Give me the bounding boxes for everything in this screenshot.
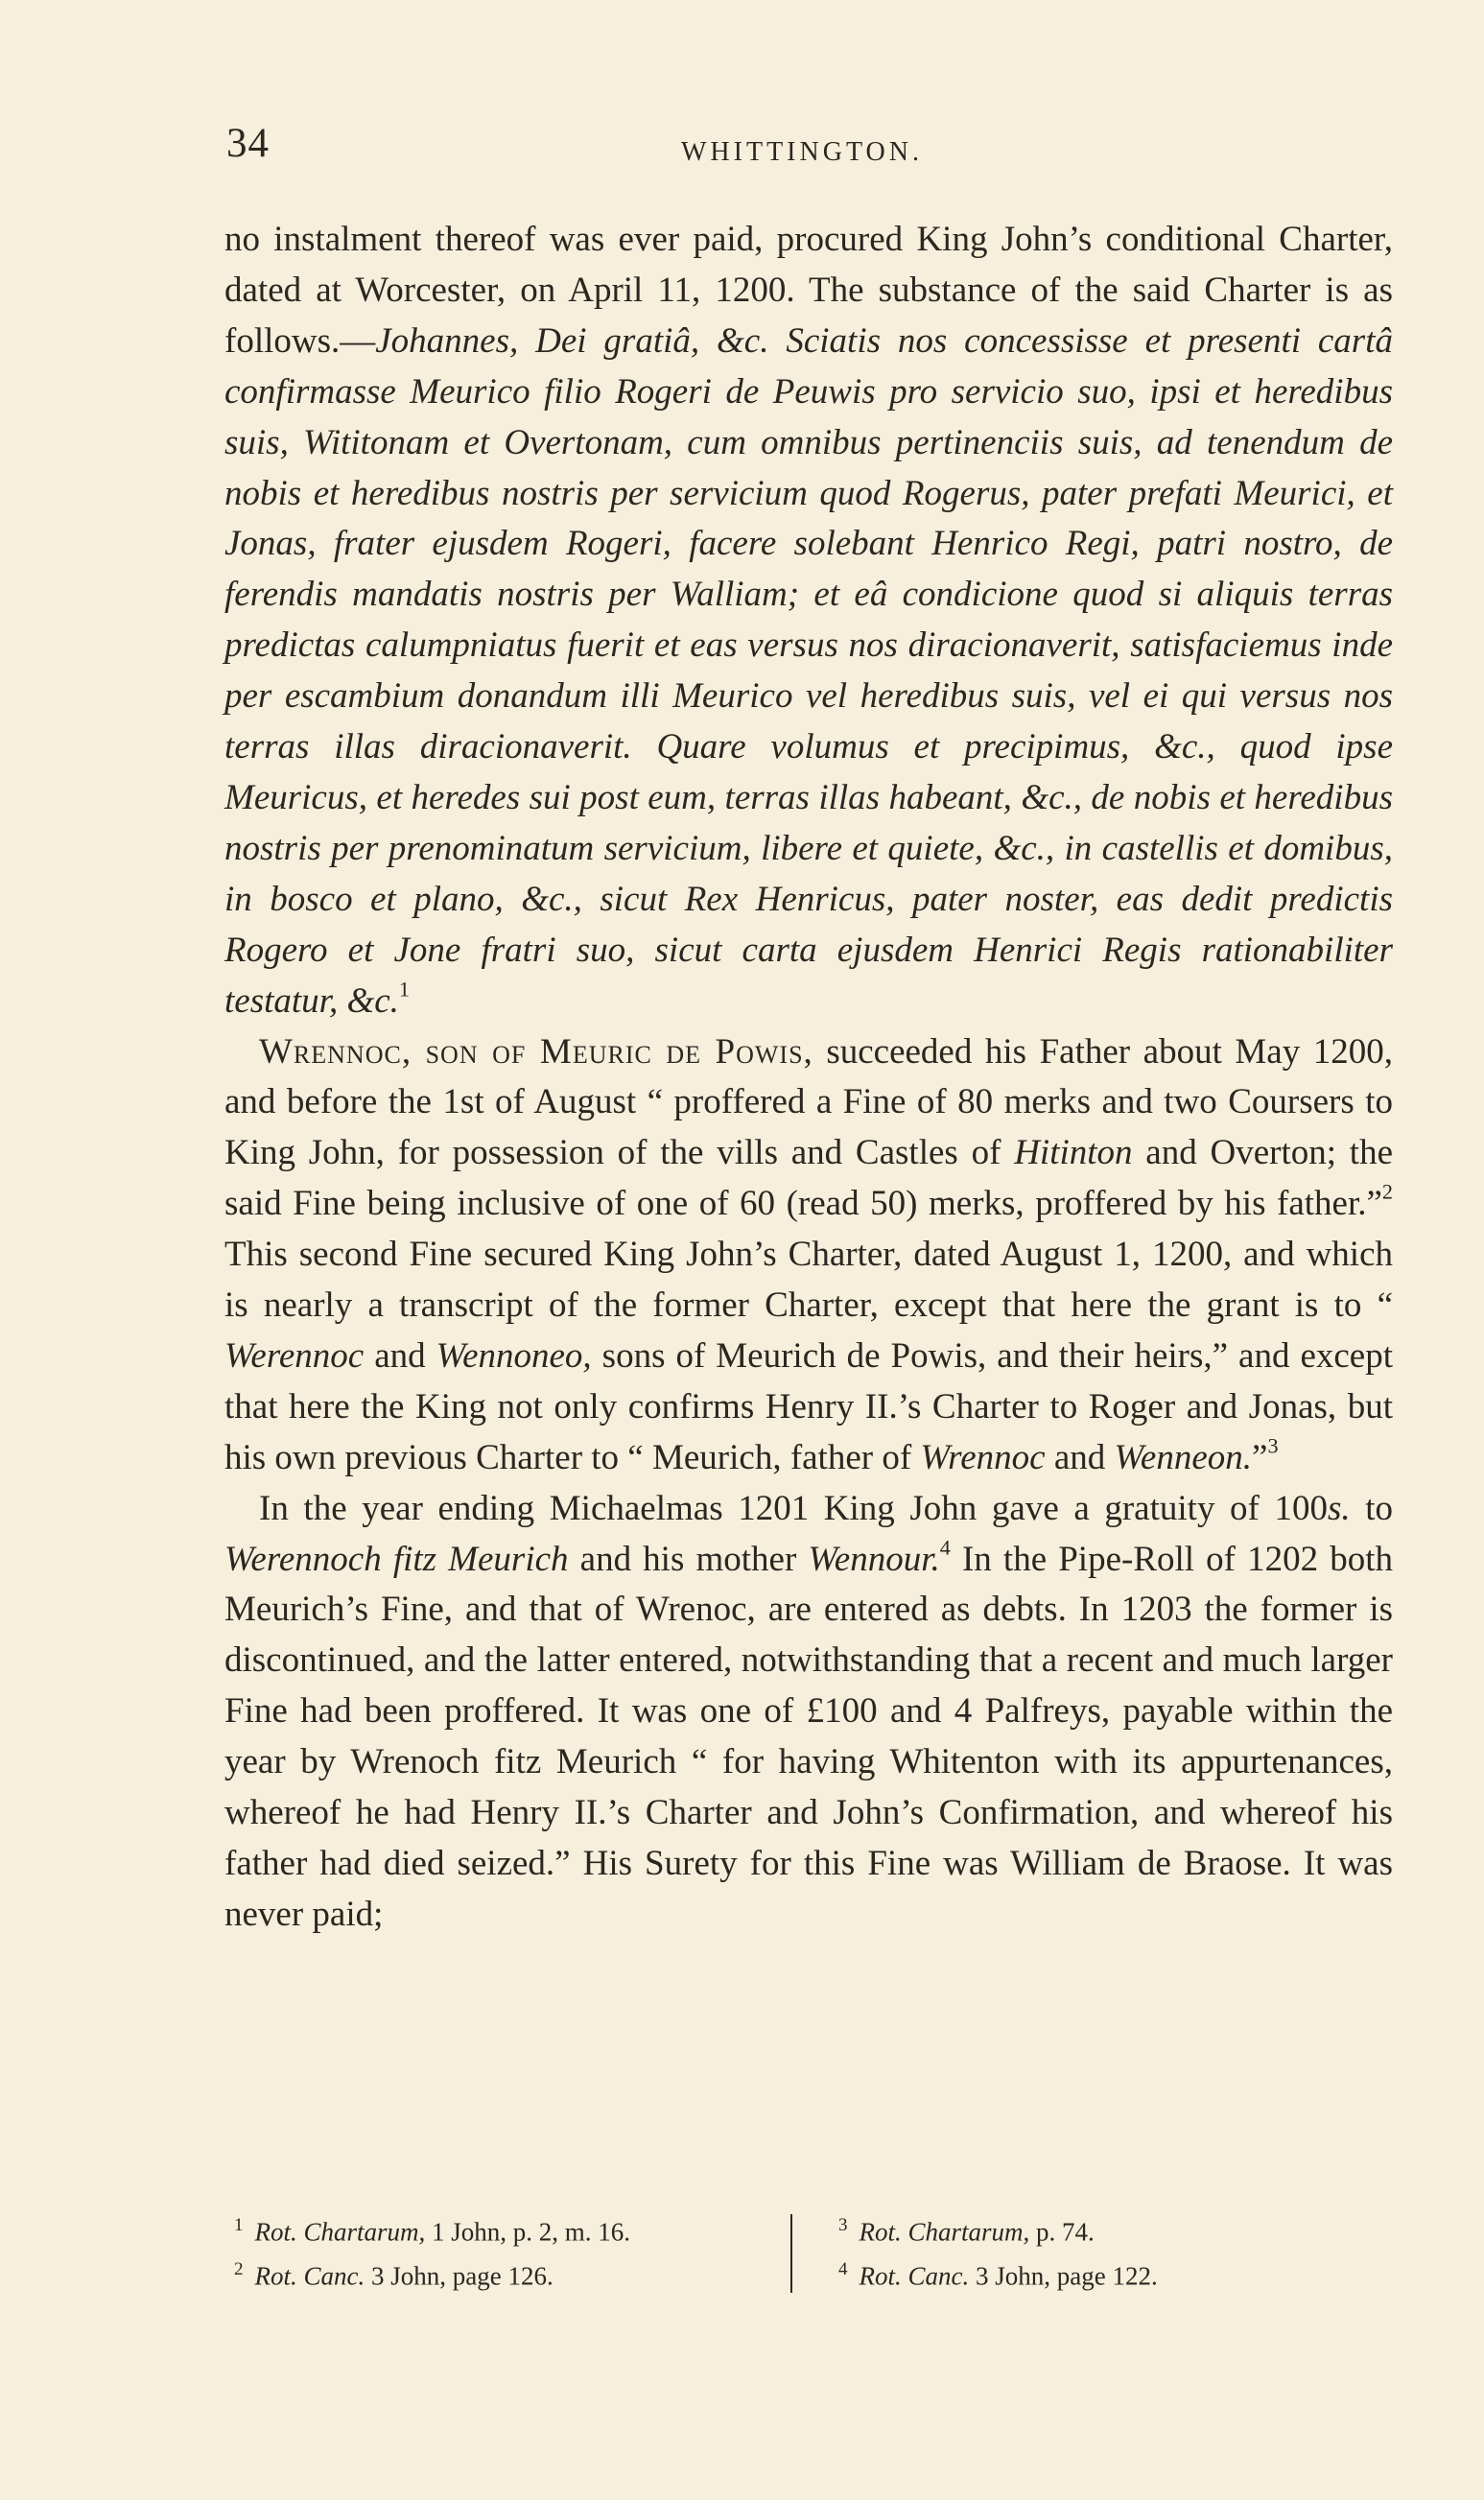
footnote-divider xyxy=(790,2214,792,2293)
currency-abbrev: s. xyxy=(1327,1488,1351,1528)
latin-charter-text: Johannes, Dei gratiâ, &c. Sciatis nos concessisse et presenti cartâ confirmasse Meurico filio Rogeri de Peuwis pro servicio suo, ipsi et heredibus suis, Wititonam et Overtonam, cum omnibus pertinenciis suis, ad tenendum de nobis et heredibus nostris per servicium quod Rogerus, pater prefati Meurici, et Jonas, frater ejusdem Rogeri, facere solebant Henrico Regi, patri nostro, de ferendis mandatis nostris per Walliam; et eâ condicione quod si aliquis terras predictas calumpniatus fuerit et eas versus nos diracionaverit, satisfaciemus inde per escambium donandum illi Meurico vel heredibus suis, vel ei qui versus nos terras illas diracionaverit. Quare volumus et precipimus, &c., quod ipse Meuricus, et heredes sui post eum, terras illas habeant, &c., de nobis et heredibus nostris per prenominatum servicium, libere et quiete, &c., in castellis et domibus, in bosco et plano, &c., sicut Rex Henricus, pater noster, eas dedit predictis Rogero et Jone fratri suo, sicut carta ejusdem Henrici Regis rationabiliter testatur, &c. xyxy=(224,320,1393,1021)
footnote-detail: p. 74. xyxy=(1029,2217,1095,2247)
person-name: Werennoch fitz Meurich xyxy=(224,1539,569,1579)
footnote xyxy=(234,2251,776,2295)
footnote xyxy=(234,2206,776,2251)
person-name: Wennoneo, xyxy=(436,1335,592,1376)
footnote-ref: 4 xyxy=(939,1534,951,1559)
footnote-ref: 2 xyxy=(1381,1179,1393,1204)
person-name: Wenneon. xyxy=(1114,1437,1253,1477)
text-run: ” xyxy=(1252,1437,1268,1477)
text-run: and xyxy=(364,1335,436,1376)
footnote-column-left xyxy=(234,2206,776,2296)
section-name: Wrennoc, son of Meuric de Powis, xyxy=(259,1031,813,1072)
paragraph-wrennoc xyxy=(224,1027,1393,1484)
person-name: Wennour. xyxy=(808,1539,940,1579)
text-run: no instalment thereof was ever paid, procured King John’s conditional Charter, dated at Worcester, on April 11, 1200. The substance of the said Charter is as follows.— xyxy=(224,220,1393,361)
text-run: and xyxy=(1045,1437,1115,1477)
person-name: Werennoc xyxy=(224,1335,365,1376)
text-run: and his mother xyxy=(568,1539,809,1579)
footnote-detail: 3 John, page 126. xyxy=(365,2261,554,2291)
text-run: This second Fine secured King John’s Charter, dated August 1, 1200, and which is nearly a transcript of the former Charter, except that here the grant is to “ xyxy=(224,1235,1393,1326)
text-run: and Overton; the said Fine being inclusive of one of 60 (read 50) merks, proffered by his father.” xyxy=(224,1133,1393,1224)
text-run: In the year ending Michaelmas 1201 King John gave a gratuity of 100 xyxy=(259,1488,1328,1528)
person-name: Wrennoc xyxy=(920,1437,1046,1477)
text-run: to xyxy=(1350,1488,1394,1528)
paragraph-gratuity xyxy=(224,1484,1393,1941)
footnote-detail: 1 John, p. 2, m. 16. xyxy=(425,2217,631,2247)
footnote-source: Rot. Chartarum, xyxy=(254,2217,426,2247)
footnote-column-right xyxy=(838,2206,1289,2296)
page-number: 34 xyxy=(226,121,270,166)
main-text xyxy=(224,215,1393,1941)
footnote-number: 1 xyxy=(234,2215,244,2235)
place-name: Hitinton xyxy=(1014,1133,1133,1173)
footnotes xyxy=(234,2206,1289,2299)
text-run: succeeded his Father about May 1200, and before the 1st of August “ proffered a Fine of 80 merks and two Coursers to King John, for possession of the vills and Castles of xyxy=(224,1031,1393,1173)
footnote-number: 2 xyxy=(234,2259,244,2280)
footnote xyxy=(838,2251,1289,2295)
footnote-source: Rot. Canc. xyxy=(254,2261,365,2291)
footnote-source: Rot. Chartarum, xyxy=(859,2217,1030,2247)
text-run: sons of Meurich de Powis, and their heirs,” and except that here the King not only confirms Henry II.’s Charter to Roger and Jonas, but his own previous Charter to “ Meurich, father of xyxy=(224,1335,1393,1477)
footnote-detail: 3 John, page 122. xyxy=(969,2261,1158,2291)
footnote-ref: 3 xyxy=(1267,1433,1279,1458)
text-run: In the Pipe-Roll of 1202 both Meurich’s Fine, and that of Wrenoc, are entered as debts. In 1203 the former is discontinued, and the latter entered, notwithstanding that a recent and much larger Fine had been proffered. It was one of £100 and 4 Palfreys, payable within the year by Wrenoch fitz Meurich “ for having Whitenton with its appurtenances, whereof he had Henry II.’s Charter and John’s Confirmation, and whereof his father had died seized.” His Surety for this Fine was William de Braose. It was never paid; xyxy=(224,1539,1393,1934)
paragraph-charter xyxy=(224,215,1393,1027)
footnote xyxy=(838,2206,1289,2251)
footnote-ref: 1 xyxy=(398,976,411,1001)
footnote-number: 4 xyxy=(838,2259,848,2280)
running-title: WHITTINGTON. xyxy=(681,137,923,167)
footnote-source: Rot. Canc. xyxy=(859,2261,970,2291)
footnote-number: 3 xyxy=(838,2215,848,2235)
page-header xyxy=(223,120,1378,177)
